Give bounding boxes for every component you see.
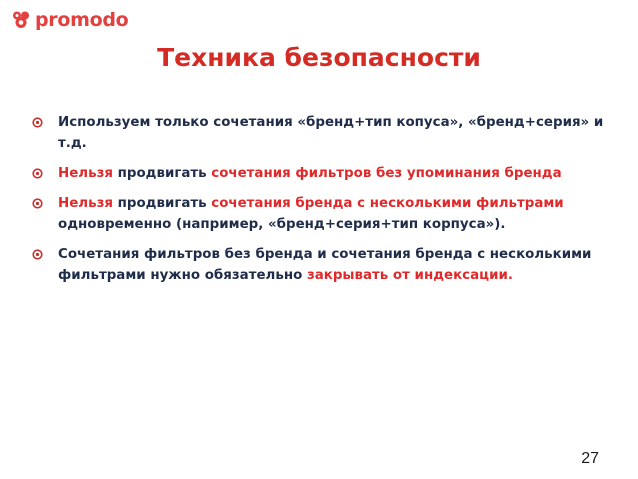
bullet-text-red: Нельзя [58,196,113,211]
circle-bullet-icon [32,198,43,209]
bullet-text-red: Нельзя [58,166,113,181]
slide-title: Техника безопасности [157,43,481,72]
bullet-text-red: сочетания бренда с несколькими фильтрами [211,196,564,211]
promodo-logo [10,9,128,31]
logo-text: promodo [35,9,129,31]
bullet-item [32,112,612,154]
bullet-text: Используем только сочетания «бренд+тип копуса», «бренд+серия» и т.д. [58,115,604,151]
bullet-item [32,244,612,286]
bullet-item [32,193,612,235]
bullet-text-red: сочетания фильтров без упоминания бренда [211,166,562,181]
bullet-list [32,112,612,295]
bullet-item [32,163,612,184]
circle-bullet-icon [32,168,43,179]
bullet-text: Сочетания фильтров без бренда и сочетания бренда с несколькими фильтрами нужно обязательно [58,247,592,283]
bullet-text: продвигать [112,166,212,181]
bullet-text: одновременно (например, «бренд+серия+тип корпуса»). [58,217,506,232]
bullet-text: продвигать [112,196,212,211]
circle-bullet-icon [32,117,43,128]
bullet-text-red: закрывать от индексации. [306,268,513,283]
circle-bullet-icon [32,249,43,260]
promodo-logo-icon [10,9,32,31]
page-number: 27 [581,450,599,467]
